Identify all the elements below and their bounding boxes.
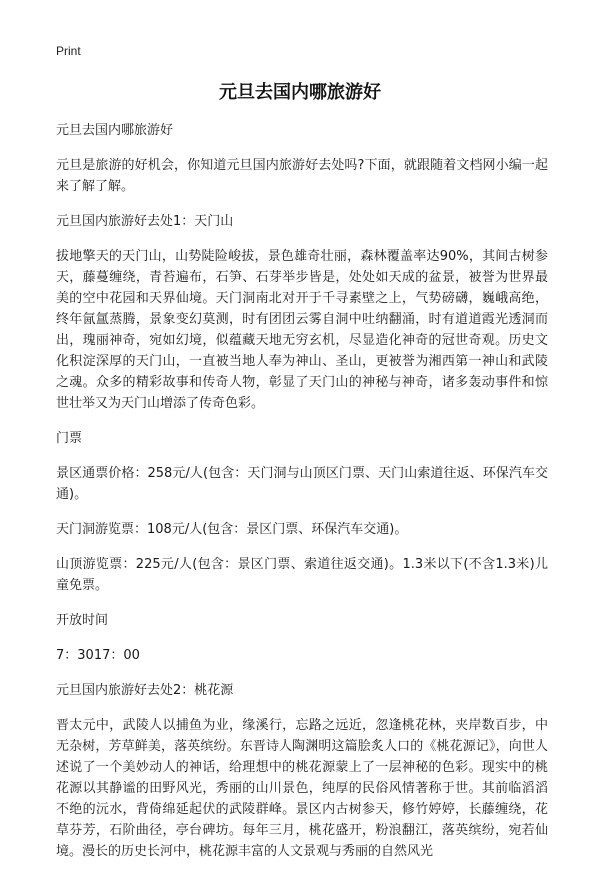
- section2-paragraph: 晋太元中，武陵人以捕鱼为业，缘溪行，忘路之远近，忽逢桃花林，夹岸数百步，中无杂树，芳草鲜美，落英缤纷。东晋诗人陶渊明这篇脍炙人口的《桃花源记》，向世人述说了一个美妙动人的神话，给理想中的桃花源蒙上了一层神秘的色彩。现实中的桃花源以其静谧的田野风光，秀丽的山川景色，纯厚的民俗风情著称于世。其前临滔滔不绝的沅水，背倚绵延起伏的武陵群峰。景区内古树参天，修竹婷婷，长藤缠绕，花草芬芳，石阶曲径，亭台碑坊。每年三月，桃花盛开，粉浪翻江，落英缤纷，宛若仙境。漫长的历史长河中，桃花源丰富的人文景观与秀丽的自然风光: [56, 718, 548, 859]
- intro-paragraph: 元旦是旅游的好机会，你知道元旦国内旅游好去处吗?下面，就跟随着文档网小编一起来了解了解。: [56, 158, 548, 194]
- subtitle: 元旦去国内哪旅游好: [56, 123, 174, 138]
- section1-paragraph: 拔地擎天的天门山，山势陡险峻拔，景色雄奇壮丽，森林覆盖率达90%，其间古树参天，藤蔓缠绕，青苔遍布，石笋、石芽举步皆是，处处如天成的盆景，被誉为世界最美的空中花园和天界仙境。天门洞南北对开于千寻素壁之上，气势磅礴，巍峨高绝，终年氤氲蒸腾，景象变幻莫测，时有团团云雾自洞中吐纳翻涌，时有道道霞光透洞而出，瑰丽神奇，宛如幻境，似蕴藏天地无穷玄机，尽显造化神奇的冠世奇观。历史文化积淀深厚的天门山，一直被当地人奉为神山、圣山，更被誉为湘西第一神山和武陵之魂。众多的精彩故事和传奇人物，彰显了天门山的神秘与神奇，诸多轰动事件和惊世壮举又为天门山增添了传奇色彩。: [56, 249, 548, 411]
- tickets-heading: 门票: [56, 431, 83, 446]
- hours-text: 7：3017：00: [56, 648, 140, 663]
- section2-heading: 元旦国内旅游好去处2：桃花源: [56, 683, 234, 698]
- hours-heading: 开放时间: [56, 613, 109, 628]
- section1-heading: 元旦国内旅游好去处1：天门山: [56, 214, 234, 229]
- document-title: 元旦去国内哪旅游好: [219, 82, 381, 103]
- ticket-summit: 山顶游览票：225元/人(包含：景区门票、索道往返交通)。1.3米以下(不含1.3米)儿童免票。: [56, 557, 548, 593]
- document-body: [56, 120, 548, 876]
- ticket-general: 景区通票价格：258元/人(包含：天门洞与山顶区门票、天门山索道往返、环保汽车交通)。: [56, 466, 548, 502]
- print-link[interactable]: Print: [56, 44, 81, 58]
- ticket-cave: 天门洞游览票：108元/人(包含：景区门票、环保汽车交通)。: [56, 522, 408, 537]
